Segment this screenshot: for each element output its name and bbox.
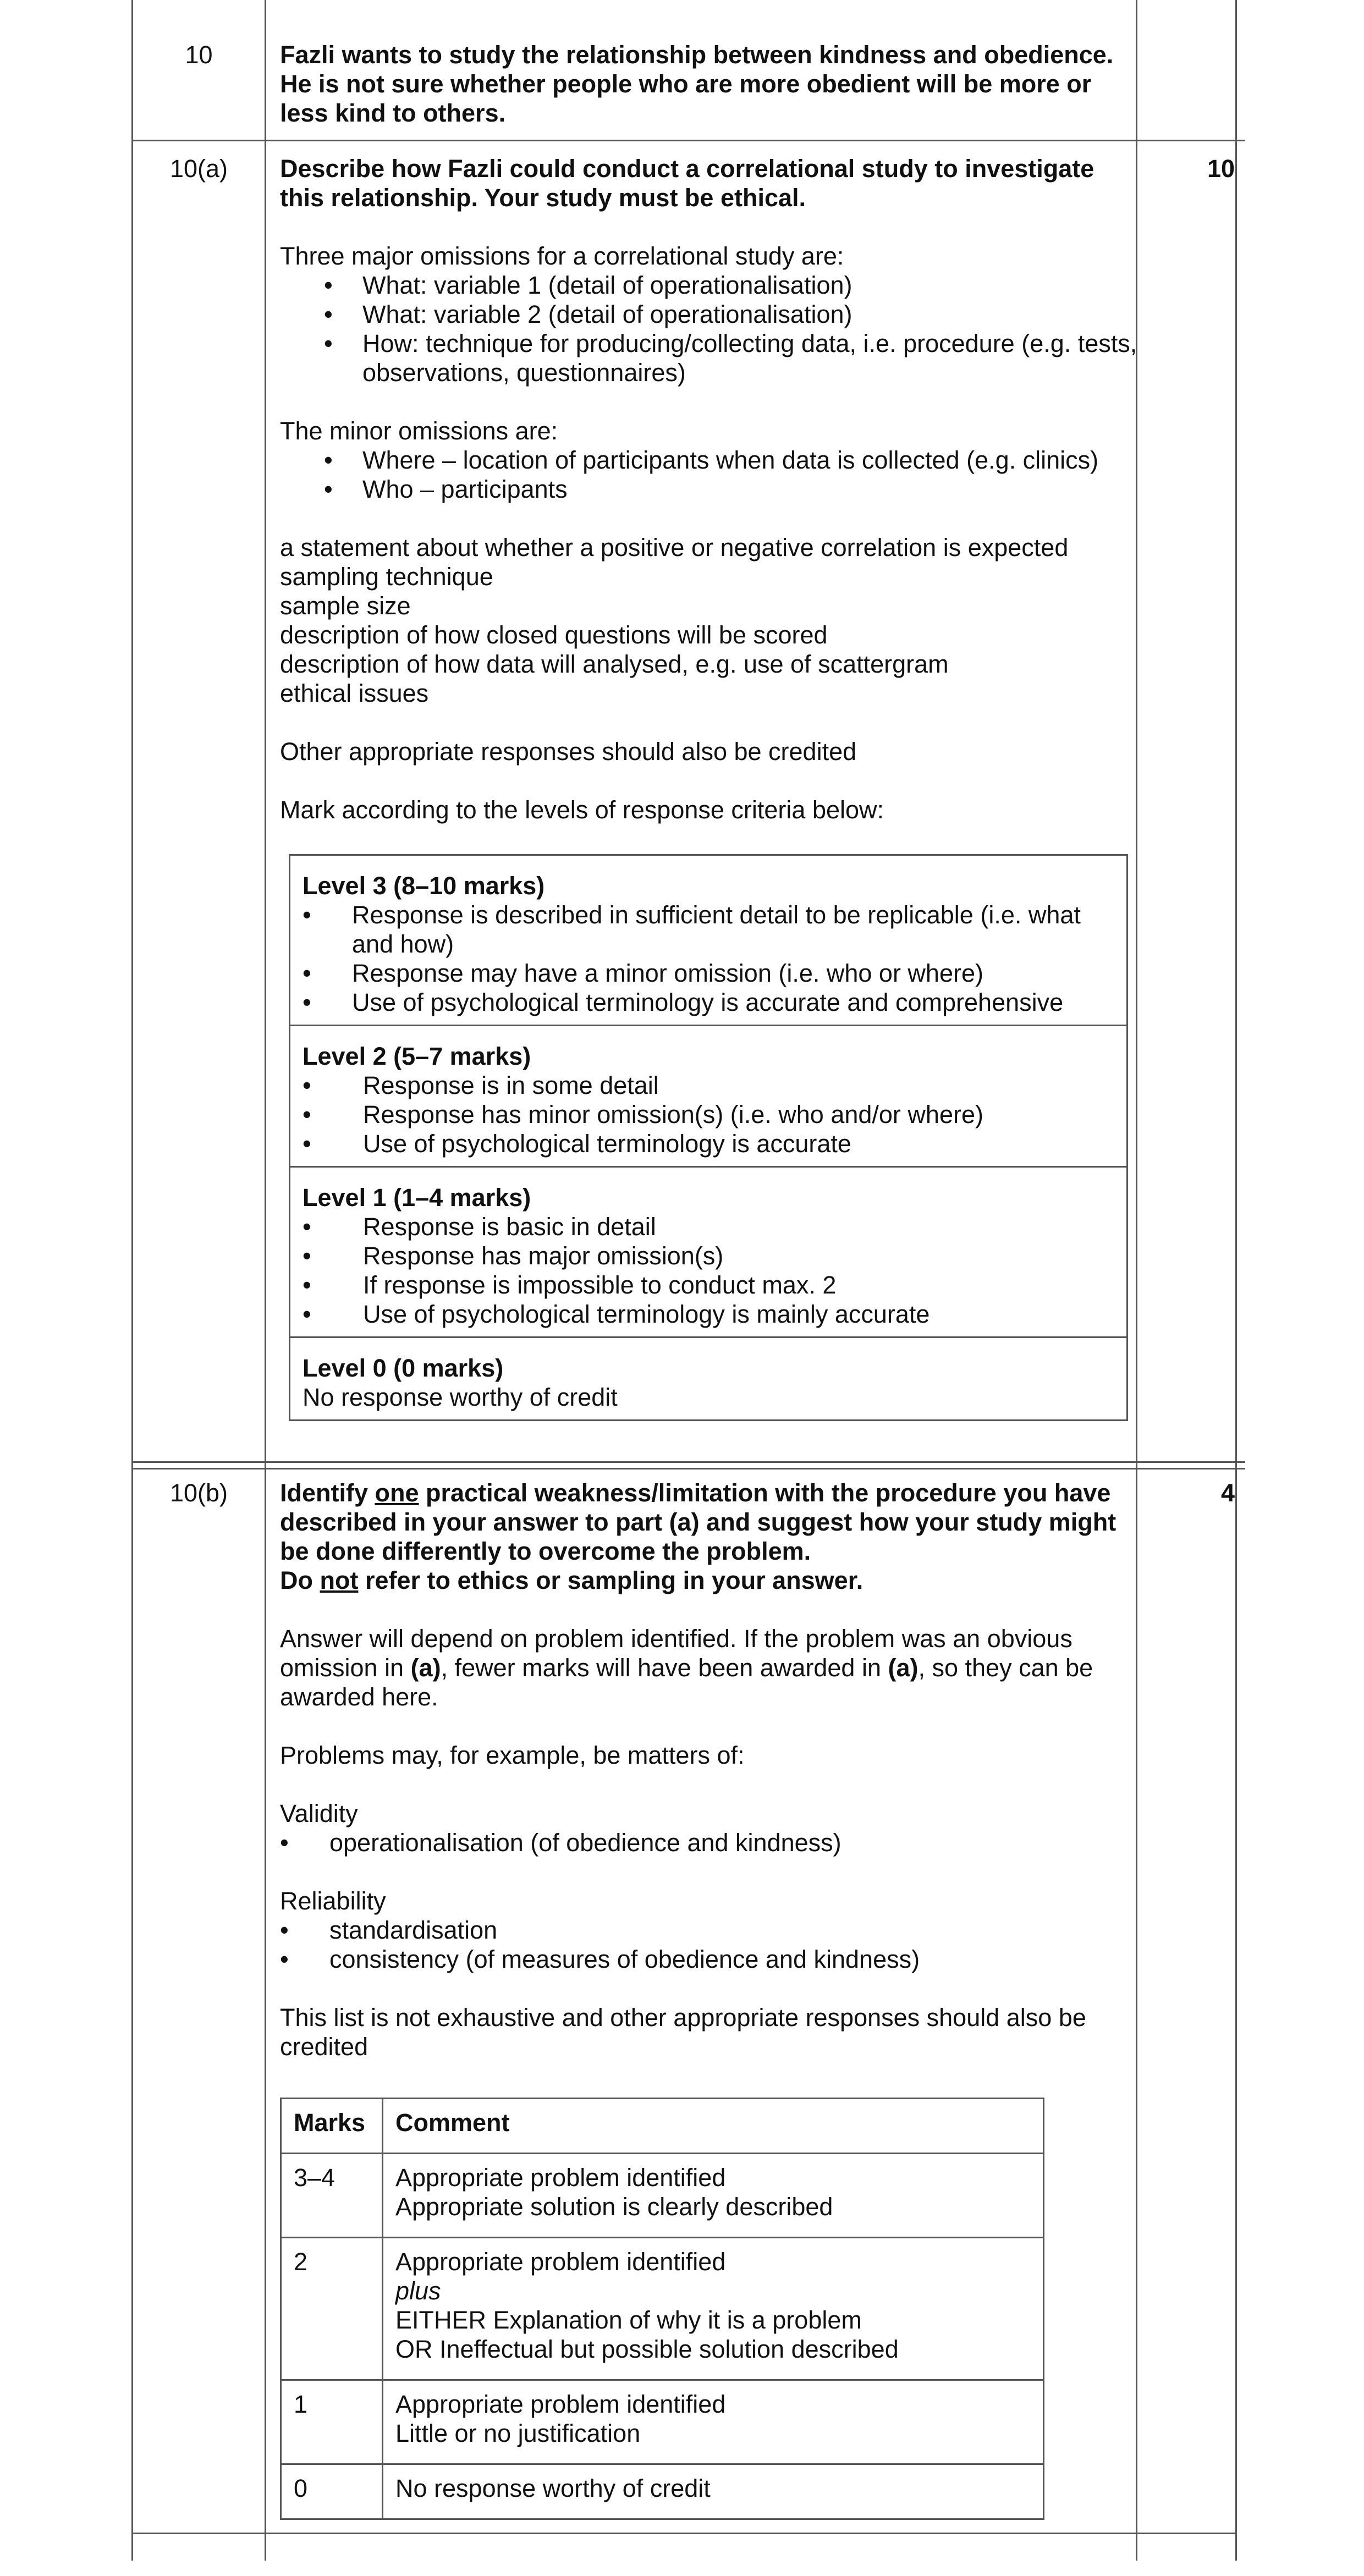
question-number: 10(b) [169,1479,228,1507]
extra-line: description of how closed questions will be scored [280,621,828,649]
table-border-left [131,0,133,2561]
list-item: • What: variable 1 (detail of operationalisation) [280,271,1138,300]
level-title: Level 0 (0 marks) [302,1354,504,1382]
table-row [281,2238,1044,2380]
column-header: Marks [281,2099,383,2154]
question-text: Describe how Fazli could conduct a correlational study to investigate this relationship. Your study must be ethical. [280,155,1094,212]
list-item: • If response is impossible to conduct max. 2 [302,1270,1114,1300]
minor-omissions-intro: The minor omissions are: [280,417,558,445]
level-criteria [302,1212,1114,1329]
extra-line: a statement about whether a positive or negative correlation is expected [280,533,1069,562]
other-responses-note: Other appropriate responses should also be credited [280,737,857,766]
level-0-row [290,1336,1126,1419]
list-item: • Response is in some detail [302,1071,1114,1100]
list-item: • Response has major omission(s) [302,1241,1114,1270]
comment-line: EITHER Explanation of why it is a problem [395,2306,862,2334]
comment-line: No response worthy of credit [395,2474,711,2502]
list-item: • Use of psychological terminology is mainly accurate [302,1300,1114,1329]
table-border-bottom [131,2533,1237,2534]
validity-list [280,1828,1138,1857]
level-2-row [290,1025,1126,1166]
comment-cell [383,2154,1044,2238]
comment-line: Appropriate problem identified [395,2248,726,2276]
level-3-row [290,856,1126,1025]
list-item: • Response is described in sufficient detail to be replicable (i.e. what and how) [302,900,1114,959]
question-text [280,1478,1138,1595]
part-ref: (a) [888,1654,919,1682]
answer-note-part: , so they can be awarded here. [280,1654,1093,1711]
comment-cell [383,2380,1044,2464]
comment-cell [383,2464,1044,2519]
extra-line: sampling technique [280,563,493,591]
minor-omissions-list [280,445,1138,504]
marks-cell: 1 [281,2380,383,2464]
answer-note [280,1624,1138,1711]
table-row [281,2380,1044,2464]
answer-note-part: , fewer marks will have been awarded in [441,1654,888,1682]
comment-line: Appropriate solution is clearly described [395,2193,833,2221]
list-item: • Response has minor omission(s) (i.e. who and/or where) [302,1100,1114,1129]
major-omissions-intro: Three major omissions for a correlational study are: [280,242,844,270]
reliability-list [280,1916,1138,1974]
emphasis-not: not [320,1566,359,1594]
answer-note-part: Answer will depend on problem identified. If the problem was an obvious omission in [280,1625,1072,1682]
question-marks: 4 [1220,1479,1235,1507]
list-item: • Use of psychological terminology is accurate and comprehensive [302,988,1114,1017]
reliability-heading: Reliability [280,1887,386,1915]
extra-line: sample size [280,592,411,620]
question-text-part: Do [280,1566,320,1594]
list-item: • consistency (of measures of obedience and kindness) [280,1945,1138,1974]
question-text-part: refer to ethics or sampling in your answer. [358,1566,864,1594]
level-title: Level 3 (8–10 marks) [302,872,545,900]
marks-cell: 0 [281,2464,383,2519]
not-exhaustive-note: This list is not exhaustive and other appropriate responses should also be credited [280,2003,1086,2061]
row-divider [131,1468,1245,1469]
table-row [281,2154,1044,2238]
table-divider-number [265,0,266,2561]
comment-cell [383,2238,1044,2380]
list-item: • Response is basic in detail [302,1212,1114,1241]
list-item: • operationalisation (of obedience and kindness) [280,1828,1138,1857]
list-item: • Use of psychological terminology is accurate [302,1129,1114,1158]
comment-line: plus [395,2277,441,2305]
comment-line: Little or no justification [395,2419,641,2447]
list-item: • What: variable 2 (detail of operationalisation) [280,300,1138,329]
list-item: • How: technique for producing/collecting data, i.e. procedure (e.g. tests, observations, questionnaires) [280,329,1138,387]
marks-comment-table [280,2098,1044,2520]
list-item: • Response may have a minor omission (i.e. who or where) [302,959,1114,988]
levels-of-response-table [289,854,1128,1421]
question-number: 10(a) [169,155,228,183]
extra-line: description of how data will analysed, e.g. use of scattergram [280,650,949,678]
column-header: Comment [383,2099,1044,2154]
marks-cell: 2 [281,2238,383,2380]
marks-cell: 3–4 [281,2154,383,2238]
list-item: • Who – participants [280,475,1138,504]
list-item: • standardisation [280,1916,1138,1945]
question-text-part: practical weakness/limitation with the procedure you have described in your answer to part (a) and suggest how your study might be done differently to overcome the problem. [280,1479,1116,1565]
problems-intro: Problems may, for example, be matters of: [280,1741,745,1769]
major-omissions-list [280,271,1138,387]
answer-guidance-10a [280,154,1138,824]
validity-heading: Validity [280,1799,358,1828]
extra-line: ethical issues [280,679,429,707]
comment-line: Appropriate problem identified [395,2390,726,2418]
mark-scheme-intro: Mark according to the levels of response criteria below: [280,796,884,824]
part-ref: (a) [410,1654,441,1682]
level-1-row [290,1166,1126,1336]
comment-line: Appropriate problem identified [395,2164,726,2192]
level-title: Level 1 (1–4 marks) [302,1184,531,1212]
question-number: 10 [185,41,213,69]
level-criteria [302,1071,1114,1158]
level-text: No response worthy of credit [302,1383,618,1411]
table-header-row [281,2099,1044,2154]
comment-line: OR Ineffectual but possible solution described [395,2335,899,2363]
row-divider [131,140,1245,141]
question-stem: Fazli wants to study the relationship between kindness and obedience. He is not sure whether people who are more obedient will be more or less kind to others. [280,41,1114,127]
list-item: • Where – location of participants when data is collected (e.g. clinics) [280,445,1138,475]
question-marks: 10 [1207,155,1235,183]
table-row [281,2464,1044,2519]
level-title: Level 2 (5–7 marks) [302,1042,531,1070]
answer-guidance-10b [280,1478,1138,2061]
question-text-part: Identify [280,1479,375,1507]
emphasis-one: one [375,1479,419,1507]
level-criteria [302,900,1114,1017]
table-border-right [1235,0,1237,2561]
row-divider [131,1461,1245,1463]
